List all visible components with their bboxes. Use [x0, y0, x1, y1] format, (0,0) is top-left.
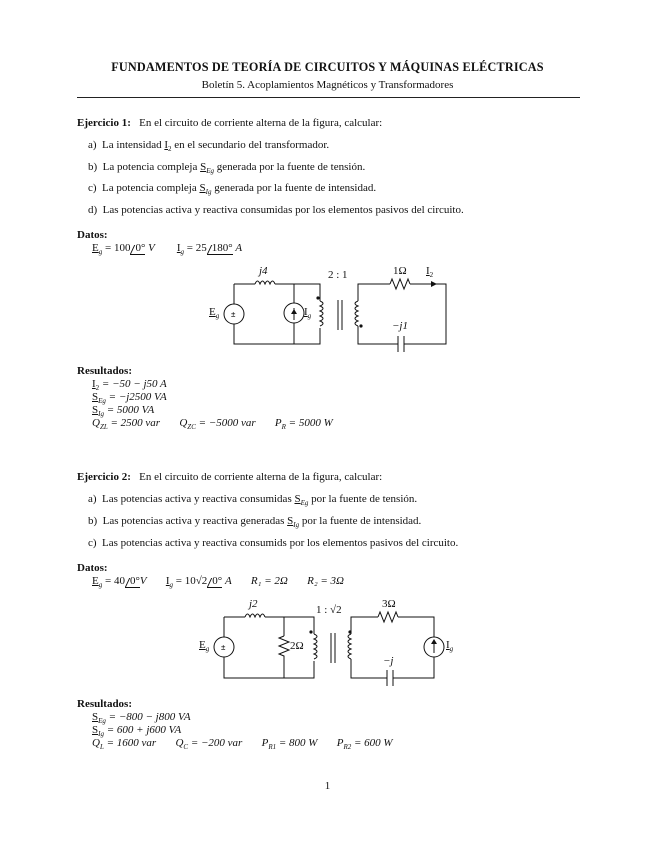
item-text: Las potencias activa y reactiva consumidas por los elementos pasivos del circuito. — [102, 204, 464, 216]
symbol-sub: 2 — [168, 145, 172, 154]
ex2-item-a: a) Las potencias activa y reactiva consumidas $S_{Eg}$ por la fuente de tensión. — [88, 493, 418, 508]
item-label: a) — [88, 139, 97, 151]
ex2-res-sig: $S_{Ig} = 600 + j600$ VA — [92, 724, 182, 739]
ex2-label-ratio: 1 : √2 — [316, 604, 342, 616]
item-label: b) — [88, 161, 98, 173]
symbol-sub: Eg — [206, 167, 215, 176]
symbol: I — [164, 139, 169, 151]
ig-angle: 180° — [207, 242, 233, 255]
ig-unit: A — [235, 242, 243, 254]
item-text: La potencia compleja — [102, 182, 200, 194]
ex2-label-j2: j2 — [249, 598, 258, 610]
ex2-datos-values: $E_g = 40$ 0°V $I_g = 10√2$ 0° A R₁ = 2Ω R₂ = 3Ω — [92, 575, 345, 590]
item-text: generada por la fuente de intensidad. — [211, 182, 377, 194]
ex2-res-q: $Q_L = 1600$ var $Q_C = -200$ var $P_{R1} = 800$ W $P_{R2} = 600$ W — [92, 737, 393, 752]
ex1-label-ig: $I_g$ — [304, 306, 312, 321]
voltage-source-eg — [224, 304, 244, 324]
transformer-core — [338, 300, 342, 330]
ex2-resultados-label: Resultados: — [77, 698, 133, 710]
ex1-label-eg: $E_g$ — [209, 306, 220, 321]
ex2-label-r2: 3Ω — [382, 598, 396, 610]
ex2-datos-label: Datos: — [77, 562, 108, 574]
item-text: en el secundario del transformador. — [171, 139, 330, 151]
ex1-label-ratio: 2 : 1 — [328, 269, 348, 281]
symbol-sub: Ig — [205, 188, 212, 197]
ex1-intro: En el circuito de corriente alterna de la figura, calcular: — [139, 117, 383, 129]
ex2-label-ig: $I_g$ — [446, 639, 454, 654]
item-label: c) — [88, 182, 97, 194]
ex1-label-cap: −j1 — [392, 320, 408, 332]
inductor-j2 — [245, 614, 265, 617]
ex1-label-j4: j4 — [259, 265, 268, 277]
secondary-coil — [355, 301, 358, 326]
header-rule — [77, 97, 580, 98]
resistor-2ohm — [279, 636, 289, 678]
ig-magnitude: 25 — [195, 242, 207, 254]
ex1-datos-label: Datos: — [77, 229, 108, 241]
ex1-heading-line — [77, 117, 382, 129]
symbol: S — [200, 161, 207, 173]
ex1-res-q: $Q_{ZL} = 2500$ var $Q_{ZC} = -5000$ var $P_R = 5000$ W — [92, 417, 333, 432]
current-source-ig — [424, 637, 444, 657]
eg-magnitude: 100 — [113, 242, 131, 254]
ex2-item-b: b) Las potencias activa y reactiva generadas $S_{Ig}$ por la fuente de intensidad. — [88, 515, 422, 530]
ex1-item-a — [88, 139, 329, 153]
ex1-label-i2: $I_2$ — [426, 265, 434, 280]
ex1-res-sig: $S_{Ig} = 5000$ VA — [92, 404, 155, 419]
current-source-ig — [284, 303, 304, 323]
svg-text:±: ± — [231, 310, 236, 319]
primary-coil — [320, 301, 323, 326]
ex2-item-c: c) Las potencias activa y reactiva consumids por los elementos pasivos del circuito. — [88, 537, 459, 549]
svg-text:±: ± — [221, 643, 226, 652]
ex2-label-r1: 2Ω — [290, 640, 304, 652]
resistor-1ohm — [390, 279, 410, 289]
secondary-coil — [348, 634, 351, 659]
ex2-intro: En el circuito de corriente alterna de la figura, calcular: — [139, 471, 383, 483]
symbol: S — [199, 182, 206, 194]
document-subtitle: Boletín 5. Acoplamientos Magnéticos y Transformadores — [201, 79, 454, 91]
capacitor-j — [387, 670, 393, 686]
ex2-label-cap: −j — [383, 655, 394, 667]
capacitor-j1 — [398, 336, 404, 352]
item-text: La potencia compleja — [102, 161, 201, 173]
item-text: generada por la fuente de tensión. — [214, 161, 366, 173]
resistor-3ohm — [378, 612, 398, 622]
ex1-item-b — [88, 161, 365, 175]
ex2-label-eg: $E_g$ — [199, 639, 210, 654]
eg-angle: 0° — [130, 242, 145, 255]
ex1-item-d — [88, 204, 464, 216]
eg-unit: V — [148, 242, 155, 254]
voltage-source-eg — [214, 637, 234, 657]
ex1-label-r: 1Ω — [393, 265, 407, 277]
document-title: FUNDAMENTOS DE TEORÍA DE CIRCUITOS Y MÁQUINAS ELÉCTRICAS — [111, 60, 544, 74]
ex1-resultados-label: Resultados: — [77, 365, 133, 377]
primary-coil — [314, 634, 317, 659]
transformer-core — [331, 633, 335, 663]
ex1-res-i2: $I_2 = -50 - j50$ A — [92, 378, 167, 393]
ex1-item-c — [88, 182, 376, 196]
ex1-datos-values: $E_g = 100$ 0° V $I_g = 25$ 180° A — [92, 242, 243, 257]
item-text: La intensidad — [102, 139, 165, 151]
ex1-res-seg: $S_{Eg} = -j2500$ VA — [92, 391, 167, 406]
ex2-heading-line — [77, 471, 382, 483]
ex1-heading: Ejercicio 1: — [77, 117, 131, 129]
item-label: d) — [88, 204, 98, 216]
ex2-res-seg: $S_{Eg} = -800 - j800$ VA — [92, 711, 191, 726]
page-number: 1 — [324, 780, 331, 792]
ex2-heading: Ejercicio 2: — [77, 471, 131, 483]
inductor-j4 — [255, 281, 275, 284]
